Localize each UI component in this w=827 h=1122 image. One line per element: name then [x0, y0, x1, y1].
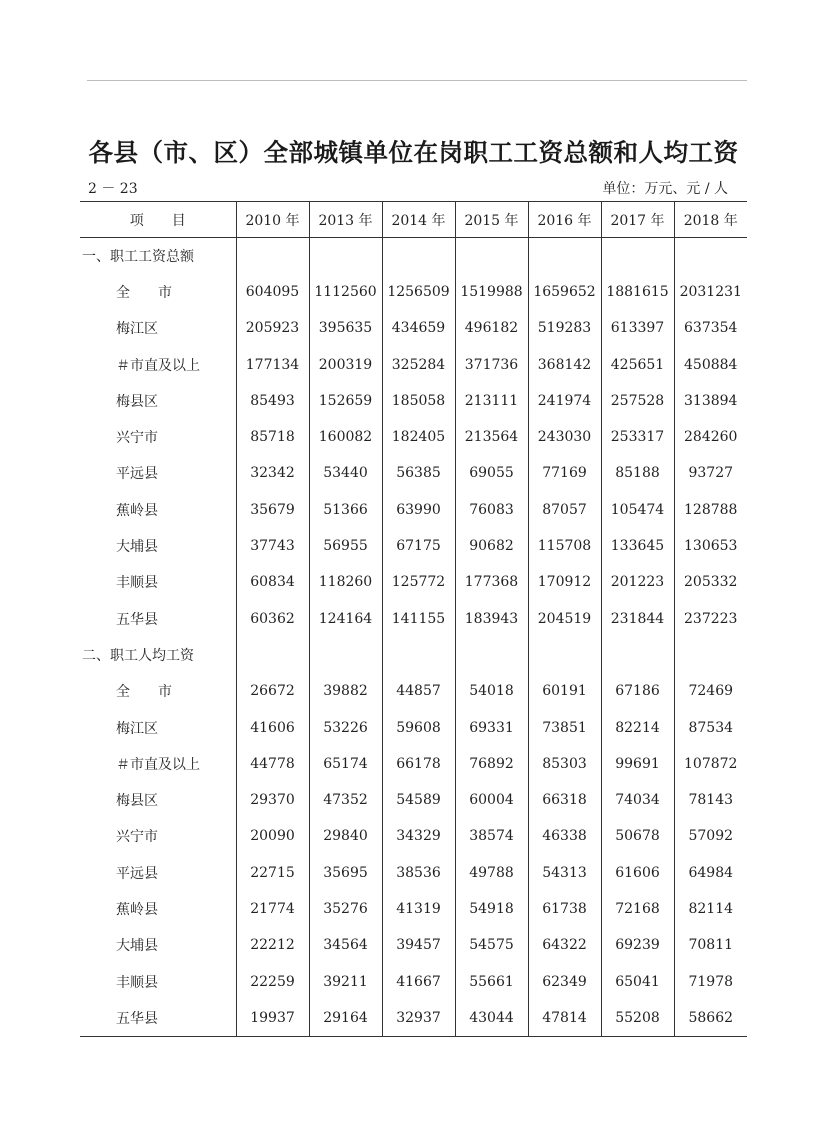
table-cell: 1519988: [455, 274, 528, 310]
table-cell: 243030: [528, 419, 601, 455]
table-cell: 21774: [236, 891, 309, 927]
table-cell: 141155: [382, 600, 455, 636]
table-number: 2 － 23: [88, 181, 138, 197]
table-cell: 60191: [528, 673, 601, 709]
table-cell: 22259: [236, 963, 309, 999]
table-row: [80, 673, 747, 709]
table-cell: 118260: [309, 564, 382, 600]
table-row: [80, 346, 747, 382]
table-cell: 34564: [309, 927, 382, 963]
table-cell: 99691: [601, 746, 674, 782]
table-cell: 201223: [601, 564, 674, 600]
section-header-row: [80, 238, 747, 274]
table-cell: 177134: [236, 346, 309, 382]
table-cell: 53440: [309, 455, 382, 491]
table-cell: 85188: [601, 455, 674, 491]
table-cell: 73851: [528, 709, 601, 745]
table-cell: 69055: [455, 455, 528, 491]
table-cell: 85303: [528, 746, 601, 782]
table-cell: 32937: [382, 1000, 455, 1036]
table-cell: 22212: [236, 927, 309, 963]
table-cell: 66178: [382, 746, 455, 782]
table-cell: 1881615: [601, 274, 674, 310]
table-cell: 41667: [382, 963, 455, 999]
table-cell: 29840: [309, 818, 382, 854]
table-cell: 425651: [601, 346, 674, 382]
row-label: 兴宁市: [80, 419, 236, 455]
row-label: 蕉岭县: [80, 891, 236, 927]
table-cell: 2031231: [679, 283, 742, 300]
table-cell: 69239: [601, 927, 674, 963]
table-cell: [674, 637, 747, 673]
table-cell: [455, 637, 528, 673]
table-cell: 61738: [528, 891, 601, 927]
row-label: 平远县: [80, 855, 236, 891]
table-cell: 77169: [528, 455, 601, 491]
table-cell: 72168: [601, 891, 674, 927]
table-cell: 43044: [455, 1000, 528, 1036]
row-label: 大埔县: [80, 528, 236, 564]
table-row: [80, 1000, 747, 1036]
section-label: 二、职工人均工资: [80, 637, 236, 673]
table-cell: 253317: [601, 419, 674, 455]
table-cell: [309, 637, 382, 673]
table-cell: 35679: [236, 492, 309, 528]
table-cell: 19937: [236, 1000, 309, 1036]
table-cell: 38574: [455, 818, 528, 854]
table-cell: 85493: [236, 383, 309, 419]
table-row: [80, 419, 747, 455]
table-row: [80, 455, 747, 491]
row-label: 梅江区: [80, 310, 236, 346]
row-label: 兴宁市: [80, 818, 236, 854]
table-cell: 76892: [455, 746, 528, 782]
table-row: [80, 492, 747, 528]
table-cell: [236, 637, 309, 673]
row-label: 大埔县: [80, 927, 236, 963]
column-header-item: 项 目: [80, 202, 236, 238]
table-cell: 65041: [601, 963, 674, 999]
table-cell: 82214: [601, 709, 674, 745]
table-cell: 90682: [455, 528, 528, 564]
table-cell: 64984: [688, 864, 734, 881]
table-cell: 54918: [455, 891, 528, 927]
table-cell: 66318: [528, 782, 601, 818]
table-cell: 67175: [382, 528, 455, 564]
table-cell: [382, 637, 455, 673]
table-row: [80, 782, 747, 818]
table-cell: 170912: [528, 564, 601, 600]
table-cell: 46338: [528, 818, 601, 854]
table-cell: 93727: [688, 465, 734, 482]
table-cell: 54575: [455, 927, 528, 963]
table-cell: 22715: [236, 855, 309, 891]
row-label: 五华县: [80, 600, 236, 636]
table-cell: 44857: [382, 673, 455, 709]
table-cell: [309, 238, 382, 274]
table-cell: 39211: [309, 963, 382, 999]
table-cell: 182405: [382, 419, 455, 455]
table-cell: 1256509: [382, 274, 455, 310]
table-cell: 53226: [309, 709, 382, 745]
table-title: 各县（市、区）全部城镇单位在岗职工工资总额和人均工资: [88, 138, 739, 167]
table-row: [80, 963, 747, 999]
table-cell: [382, 238, 455, 274]
table-cell: 434659: [382, 310, 455, 346]
row-label: 丰顺县: [80, 564, 236, 600]
table-cell: 56955: [309, 528, 382, 564]
table-cell: 237223: [684, 610, 738, 627]
column-header-year: 2015 年: [455, 202, 528, 238]
table-cell: 60362: [236, 600, 309, 636]
page-top-rule: [87, 80, 747, 81]
table-cell: 59608: [382, 709, 455, 745]
table-cell: 32342: [236, 455, 309, 491]
table-body: [80, 238, 747, 1037]
table-cell: 72469: [688, 683, 734, 700]
row-label: 全 市: [80, 673, 236, 709]
table-cell: 160082: [309, 419, 382, 455]
table-cell: 450884: [684, 356, 738, 373]
table-cell: 107872: [684, 755, 738, 772]
table-cell: 368142: [528, 346, 601, 382]
table-row: [80, 564, 747, 600]
table-cell: 82114: [688, 900, 734, 917]
table-cell: 85718: [236, 419, 309, 455]
section-label: 一、职工工资总额: [80, 238, 236, 274]
table-row: [80, 310, 747, 346]
row-label: 梅县区: [80, 782, 236, 818]
table-cell: 613397: [601, 310, 674, 346]
table-row: [80, 274, 747, 310]
table-cell: [528, 637, 601, 673]
table-cell: 87057: [528, 492, 601, 528]
column-header-year: 2013 年: [309, 202, 382, 238]
table-cell: 213564: [455, 419, 528, 455]
table-cell: 519283: [528, 310, 601, 346]
table-cell: 257528: [601, 383, 674, 419]
table-cell: 1659652: [528, 274, 601, 310]
row-label: 梅江区: [80, 709, 236, 745]
table-cell: 29370: [236, 782, 309, 818]
table-cell: 60834: [236, 564, 309, 600]
table-row: [80, 600, 747, 636]
table-cell: 20090: [236, 818, 309, 854]
table-cell: 35276: [309, 891, 382, 927]
table-cell: 371736: [455, 346, 528, 382]
column-header-year: 2016 年: [528, 202, 601, 238]
wage-table: [80, 201, 747, 1037]
row-label: 梅县区: [80, 383, 236, 419]
table-cell: 39882: [309, 673, 382, 709]
table-row: [80, 927, 747, 963]
table-cell: 49788: [455, 855, 528, 891]
table-cell: 56385: [382, 455, 455, 491]
table-cell: [455, 238, 528, 274]
table-cell: 55661: [455, 963, 528, 999]
table-cell: 204519: [528, 600, 601, 636]
table-cell: 87534: [688, 719, 734, 736]
row-label: ＃市直及以上: [80, 346, 236, 382]
table-cell: 63990: [382, 492, 455, 528]
table-cell: [674, 238, 747, 274]
table-cell: [528, 238, 601, 274]
table-cell: 125772: [382, 564, 455, 600]
table-cell: 69331: [455, 709, 528, 745]
table-cell: 29164: [309, 1000, 382, 1036]
table-row: [80, 891, 747, 927]
column-header-year: 2018 年: [674, 202, 747, 238]
table-cell: 213111: [455, 383, 528, 419]
table-cell: 71978: [688, 973, 734, 990]
row-label: ＃市直及以上: [80, 746, 236, 782]
table-cell: 50678: [601, 818, 674, 854]
table-cell: 47814: [528, 1000, 601, 1036]
row-label: 平远县: [80, 455, 236, 491]
table-cell: 185058: [382, 383, 455, 419]
column-header-year: 2014 年: [382, 202, 455, 238]
table-cell: 284260: [684, 429, 738, 446]
table-cell: 133645: [601, 528, 674, 564]
table-cell: 241974: [528, 383, 601, 419]
table-cell: 55208: [601, 1000, 674, 1036]
row-label: 全 市: [80, 274, 236, 310]
column-header-year: 2010 年: [236, 202, 309, 238]
table-cell: 35695: [309, 855, 382, 891]
table-cell: 74034: [601, 782, 674, 818]
table-cell: 64322: [528, 927, 601, 963]
table-row: [80, 855, 747, 891]
table-cell: 67186: [601, 673, 674, 709]
table-cell: 26672: [236, 673, 309, 709]
table-cell: 496182: [455, 310, 528, 346]
table-row: [80, 818, 747, 854]
column-header-year: 2017 年: [601, 202, 674, 238]
table-cell: 325284: [382, 346, 455, 382]
table-cell: 34329: [382, 818, 455, 854]
table-cell: 313894: [684, 392, 738, 409]
table-cell: 60004: [455, 782, 528, 818]
table-cell: 604095: [236, 274, 309, 310]
table-cell: 177368: [455, 564, 528, 600]
table-cell: 205923: [236, 310, 309, 346]
table-cell: 70811: [688, 937, 734, 954]
table-cell: 54018: [455, 673, 528, 709]
table-cell: 38536: [382, 855, 455, 891]
table-row: [80, 383, 747, 419]
section-header-row: [80, 637, 747, 673]
row-label: 丰顺县: [80, 963, 236, 999]
table-cell: 57092: [688, 828, 734, 845]
table-cell: 65174: [309, 746, 382, 782]
table-cell: 37743: [236, 528, 309, 564]
table-cell: [601, 238, 674, 274]
table-cell: 54313: [528, 855, 601, 891]
row-label: 五华县: [80, 1000, 236, 1036]
table-cell: 128788: [684, 501, 738, 518]
table-row: [80, 528, 747, 564]
table-cell: 124164: [309, 600, 382, 636]
table-cell: 62349: [528, 963, 601, 999]
table-cell: 395635: [309, 310, 382, 346]
table-cell: 115708: [528, 528, 601, 564]
table-cell: 152659: [309, 383, 382, 419]
table-cell: 39457: [382, 927, 455, 963]
table-cell: [601, 637, 674, 673]
row-label: 蕉岭县: [80, 492, 236, 528]
table-cell: 58662: [674, 1000, 747, 1036]
table-cell: 130653: [684, 538, 738, 555]
table-cell: 637354: [684, 320, 738, 337]
table-cell: 51366: [309, 492, 382, 528]
table-cell: 200319: [309, 346, 382, 382]
table-cell: 78143: [688, 792, 734, 809]
table-cell: [236, 238, 309, 274]
table-cell: 105474: [601, 492, 674, 528]
table-header-row: [80, 202, 747, 238]
table-cell: 76083: [455, 492, 528, 528]
unit-note: 单位：万元、元 / 人: [602, 181, 728, 197]
table-cell: 47352: [309, 782, 382, 818]
table-cell: 61606: [601, 855, 674, 891]
table-cell: 41319: [382, 891, 455, 927]
table-cell: 205332: [684, 574, 738, 591]
table-cell: 54589: [382, 782, 455, 818]
table-cell: 231844: [601, 600, 674, 636]
table-row: [80, 746, 747, 782]
table-cell: 44778: [236, 746, 309, 782]
table-cell: 41606: [236, 709, 309, 745]
table-cell: 183943: [455, 600, 528, 636]
table-row: [80, 709, 747, 745]
table-cell: 1112560: [309, 274, 382, 310]
